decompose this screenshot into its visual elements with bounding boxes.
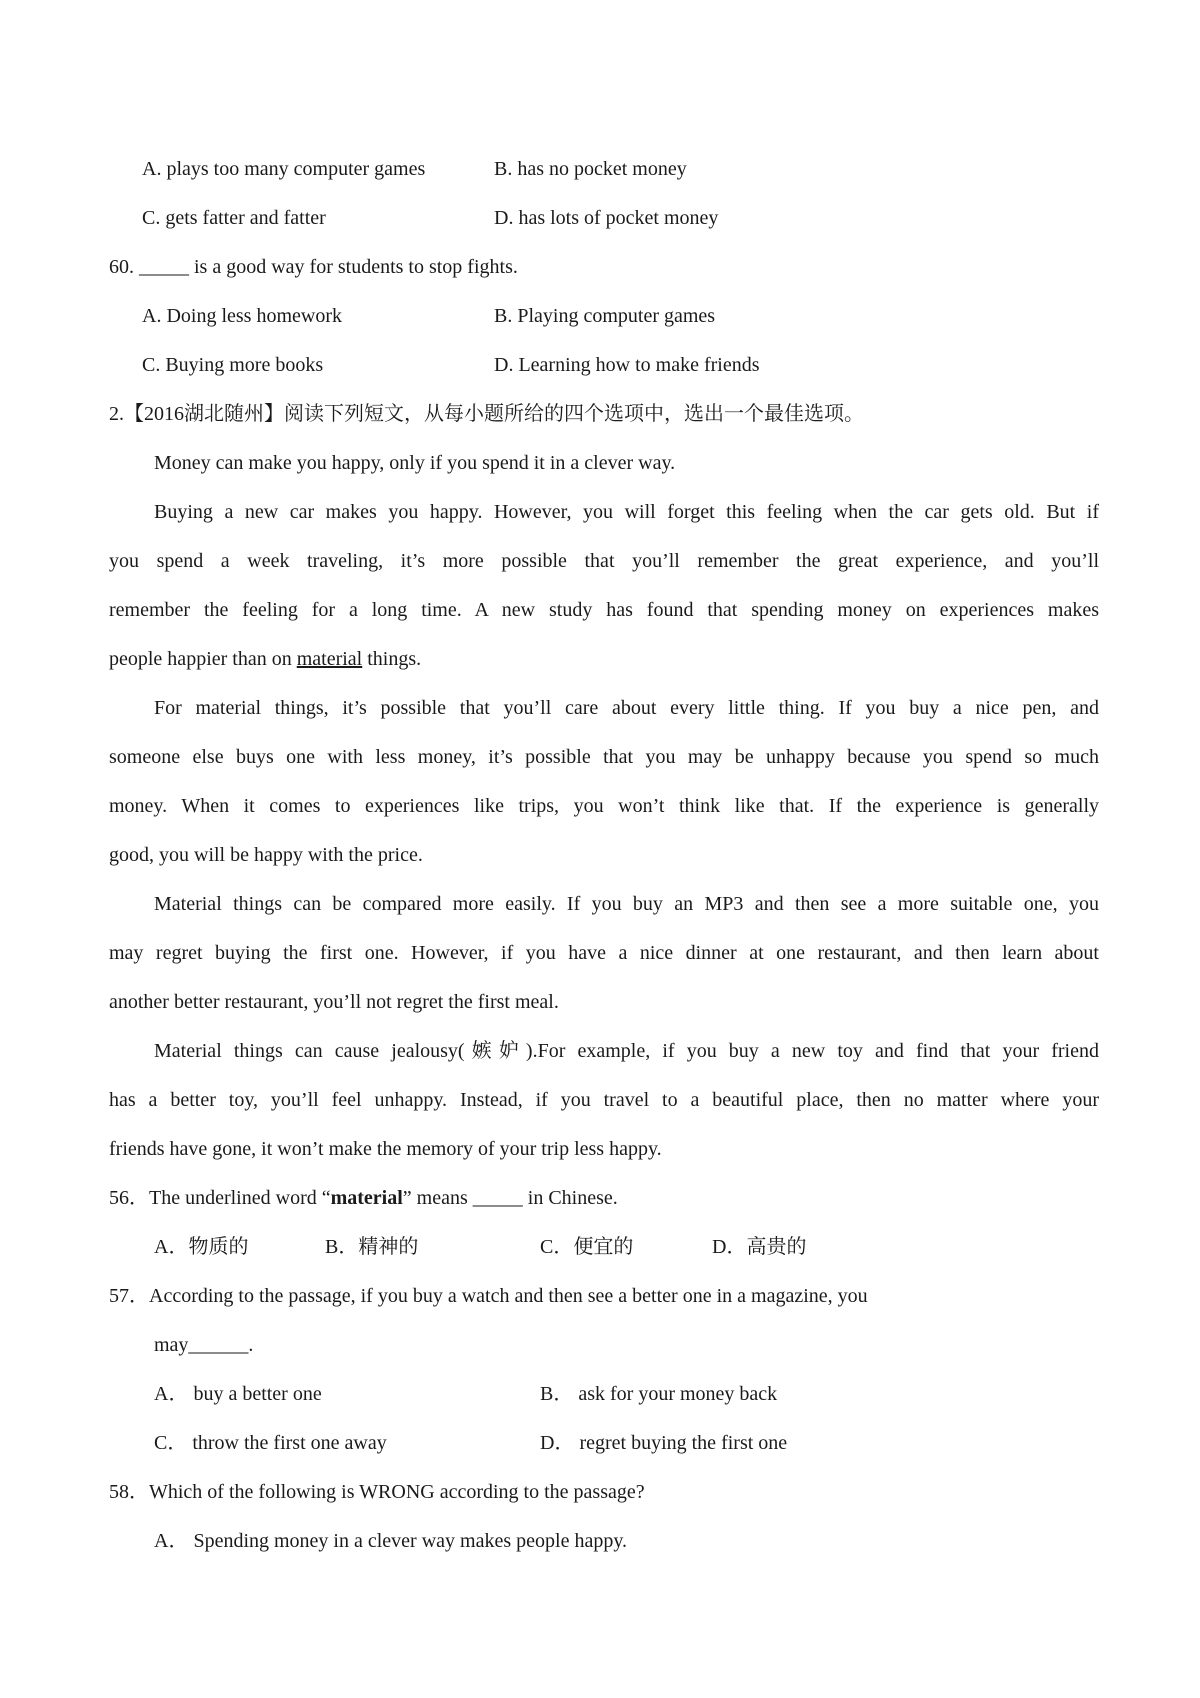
prev-option-a: A. plays too many computer games <box>142 158 426 180</box>
passage-p4-line-2: may regret buying the first one. However, if you have a nice dinner at one restaurant, and then learn about <box>109 942 1099 964</box>
prev-option-b: B. has no pocket money <box>494 158 687 180</box>
q57-stem-line-2: may______. <box>154 1334 254 1356</box>
passage-p3-line-3: money. When it comes to experiences like trips, you won’t think like that. If the experience is generally <box>109 795 1099 817</box>
prev-option-d: D. has lots of pocket money <box>494 207 719 229</box>
q56-stem <box>109 1185 618 1211</box>
q57-stem-line-1: 57．According to the passage, if you buy a watch and then see a better one in a magazine, you <box>109 1285 868 1307</box>
passage-p2-line-4 <box>109 646 421 672</box>
q60-option-c: C. Buying more books <box>142 354 324 376</box>
passage-p3-line-2: someone else buys one with less money, it’s possible that you may be unhappy because you spend so much <box>109 746 1099 768</box>
passage-p3-line-4: good, you will be happy with the price. <box>109 844 423 866</box>
passage-paragraph-1: Money can make you happy, only if you spend it in a clever way. <box>154 452 676 474</box>
q57-option-c: C． throw the first one away <box>154 1432 387 1454</box>
q57-option-d: D． regret buying the first one <box>540 1432 788 1454</box>
text-segment: 56．The underlined word “ <box>109 1187 331 1209</box>
section-heading: 2.【2016湖北随州】阅读下列短文，从每小题所给的四个选项中，选出一个最佳选项。 <box>109 403 864 425</box>
q60-option-d: D. Learning how to make friends <box>494 354 760 376</box>
q58-option-a: A． Spending money in a clever way makes people happy. <box>154 1530 628 1552</box>
passage-p4-line-3: another better restaurant, you’ll not regret the first meal. <box>109 991 559 1013</box>
passage-p4-line-1: Material things can be compared more easily. If you buy an MP3 and then see a more suitable one, you <box>154 893 1099 915</box>
passage-p5-line-1: Material things can cause jealousy(嫉妒).For example, if you buy a new toy and find that your friend <box>154 1040 1099 1062</box>
q57-option-a: A． buy a better one <box>154 1383 322 1405</box>
q56-option-d: D．高贵的 <box>712 1236 807 1258</box>
passage-p3-line-1: For material things, it’s possible that you’ll care about every little thing. If you buy a nice pen, and <box>154 697 1099 719</box>
text-segment: things. <box>362 648 422 670</box>
passage-p2-line-1: Buying a new car makes you happy. However, you will forget this feeling when the car gets old. But if <box>154 501 1099 523</box>
passage-p5-line-2: has a better toy, you’ll feel unhappy. Instead, if you travel to a beautiful place, then no matter where your <box>109 1089 1099 1111</box>
prev-option-c: C. gets fatter and fatter <box>142 207 326 229</box>
q58-stem: 58．Which of the following is WRONG according to the passage? <box>109 1481 645 1503</box>
q56-option-a: A．物质的 <box>154 1236 249 1258</box>
q60-option-b: B. Playing computer games <box>494 305 716 327</box>
q60-option-a: A. Doing less homework <box>142 305 342 327</box>
bold-word: material <box>330 1187 403 1209</box>
q56-option-c: C．便宜的 <box>540 1236 634 1258</box>
passage-p2-line-3: remember the feeling for a long time. A new study has found that spending money on experiences makes <box>109 599 1099 621</box>
q57-option-b: B． ask for your money back <box>540 1383 778 1405</box>
underlined-word: material <box>296 648 363 670</box>
q56-option-b: B．精神的 <box>325 1236 419 1258</box>
q60-stem: 60. _____ is a good way for students to stop fights. <box>109 256 518 278</box>
passage-p5-line-3: friends have gone, it won’t make the memory of your trip less happy. <box>109 1138 662 1160</box>
text-segment: people happier than on <box>109 648 297 670</box>
passage-p2-line-2: you spend a week traveling, it’s more possible that you’ll remember the great experience, and you’ll <box>109 550 1099 572</box>
text-segment: ” means _____ in Chinese. <box>402 1187 618 1209</box>
